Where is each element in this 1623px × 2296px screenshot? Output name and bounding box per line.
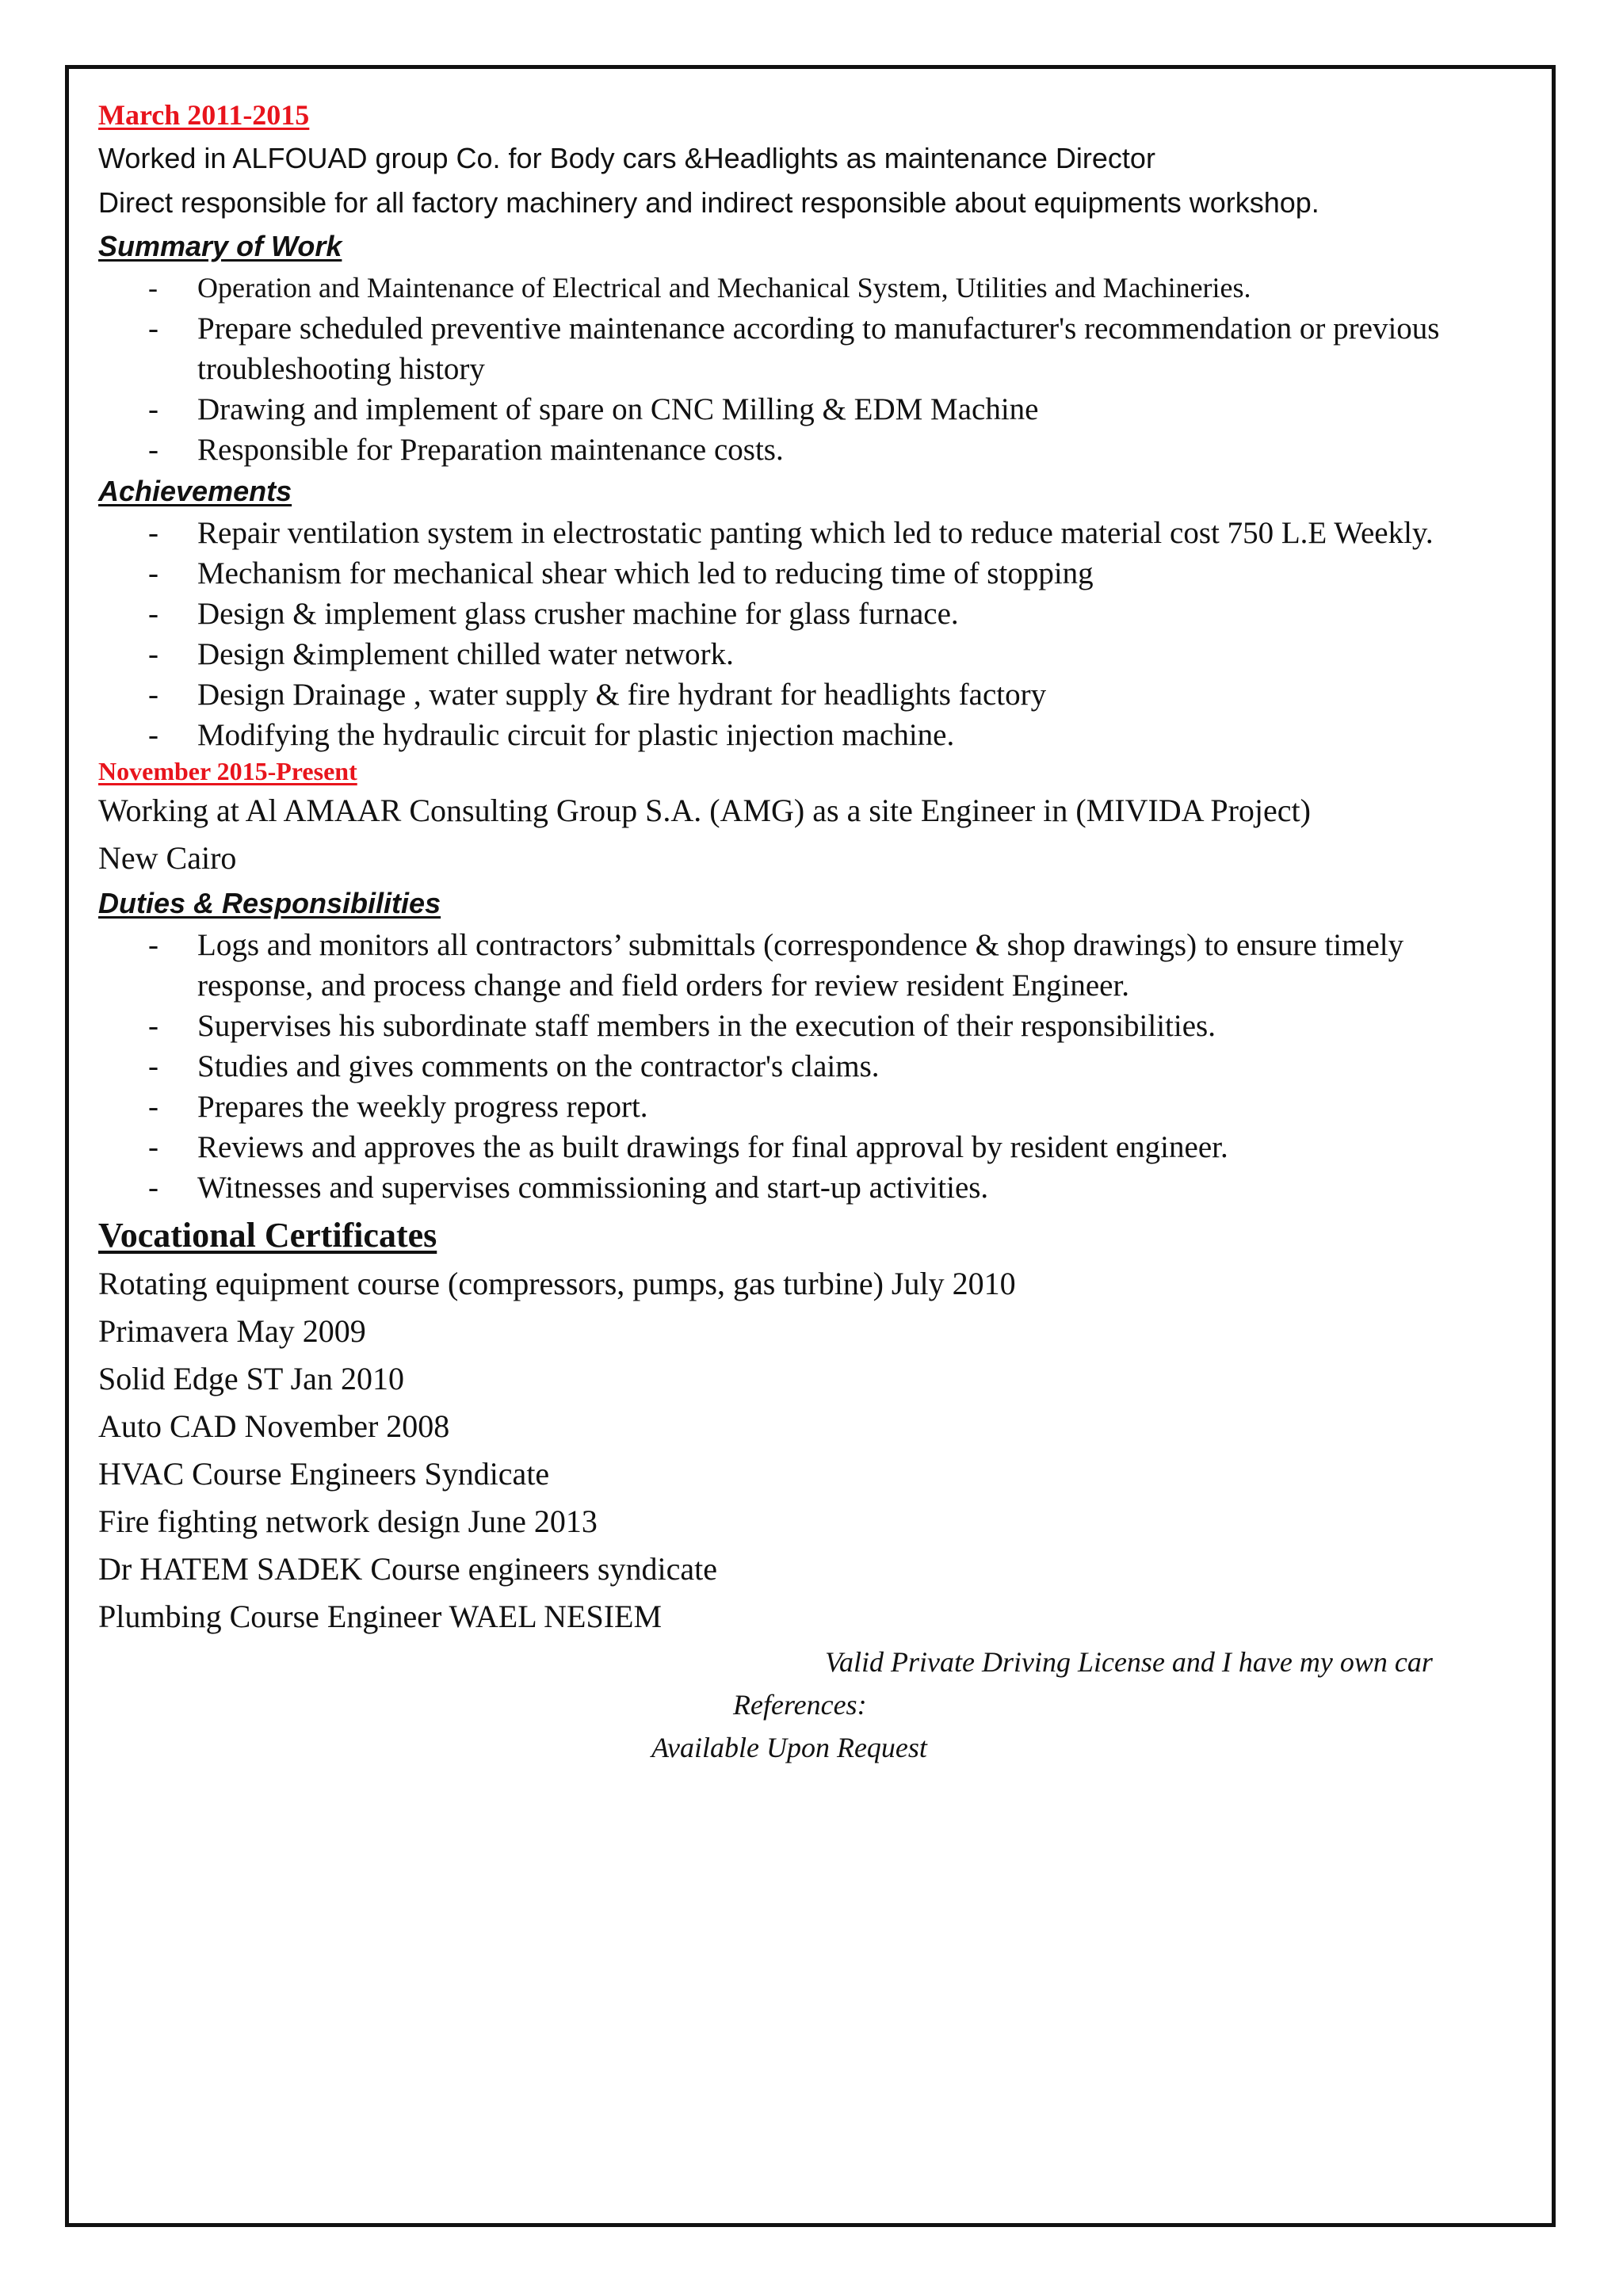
list-item: - Design Drainage , water supply & fire hydrant for headlights factory	[197, 674, 1525, 715]
achievements-list	[98, 513, 1525, 755]
summary-of-work-list	[98, 268, 1525, 470]
list-item: - Prepares the weekly progress report.	[197, 1087, 1525, 1127]
job1-line1: Worked in ALFOUAD group Co. for Body cars &Headlights as maintenance Director	[98, 142, 1155, 174]
job2-line1: Working at Al AMAAR Consulting Group S.A. (AMG) as a site Engineer in (MIVIDA Project)	[98, 793, 1311, 828]
list-item: - Design & implement glass crusher machine for glass furnace.	[197, 594, 1525, 634]
list-item: - Logs and monitors all contractors’ submittals (correspondence & shop drawings) to ensure timely response, and process change and field orders for review resident Engineer.	[197, 925, 1525, 1006]
list-item: - Responsible for Preparation maintenance costs.	[197, 430, 1525, 470]
job2-date: November 2015-Present	[98, 757, 357, 785]
list-item: - Prepare scheduled preventive maintenance according to manufacturer's recommendation or previous troubleshooting history	[197, 308, 1525, 389]
certificate-item: Solid Edge ST Jan 2010	[98, 1361, 404, 1396]
list-item: - Reviews and approves the as built drawings for final approval by resident engineer.	[197, 1127, 1525, 1167]
list-item: - Supervises his subordinate staff members in the execution of their responsibilities.	[197, 1006, 1525, 1046]
references-value: Available Upon Request	[651, 1732, 927, 1763]
job2-line2: New Cairo	[98, 840, 237, 876]
certificate-item: Rotating equipment course (compressors, pumps, gas turbine) July 2010	[98, 1266, 1016, 1301]
summary-of-work-title: Summary of Work	[98, 230, 342, 262]
job1-date: March 2011-2015	[98, 99, 310, 131]
list-item: - Studies and gives comments on the contractor's claims.	[197, 1046, 1525, 1087]
list-item: - Design &implement chilled water network.	[197, 634, 1525, 674]
certificate-item: HVAC Course Engineers Syndicate	[98, 1456, 550, 1492]
list-item: - Mechanism for mechanical shear which led to reducing time of stopping	[197, 553, 1525, 594]
list-item: - Modifying the hydraulic circuit for plastic injection machine.	[197, 715, 1525, 755]
certificate-item: Primavera May 2009	[98, 1313, 366, 1349]
certificates-title: Vocational Certificates	[98, 1216, 437, 1255]
certificate-item: Auto CAD November 2008	[98, 1408, 450, 1444]
resume-content	[98, 94, 1525, 1769]
list-item: - Witnesses and supervises commissioning and start-up activities.	[197, 1167, 1525, 1208]
certificate-item: Dr HATEM SADEK Course engineers syndicate	[98, 1551, 717, 1587]
duties-title: Duties & Responsibilities	[98, 887, 441, 919]
job1-line2: Direct responsible for all factory machinery and indirect responsible about equipments workshop.	[98, 186, 1319, 219]
driving-license-note: Valid Private Driving License and I have my own car	[825, 1646, 1433, 1678]
list-item: - Operation and Maintenance of Electrical and Mechanical System, Utilities and Machineries.	[197, 268, 1525, 308]
certificate-item: Fire fighting network design June 2013	[98, 1503, 598, 1539]
certificate-item: Plumbing Course Engineer WAEL NESIEM	[98, 1599, 663, 1634]
list-item: - Drawing and implement of spare on CNC Milling & EDM Machine	[197, 389, 1525, 430]
references-label: References:	[733, 1689, 867, 1721]
list-item: - Repair ventilation system in electrostatic panting which led to reduce material cost 750 L.E Weekly.	[197, 513, 1525, 553]
duties-list	[98, 925, 1525, 1208]
achievements-title: Achievements	[98, 475, 292, 507]
